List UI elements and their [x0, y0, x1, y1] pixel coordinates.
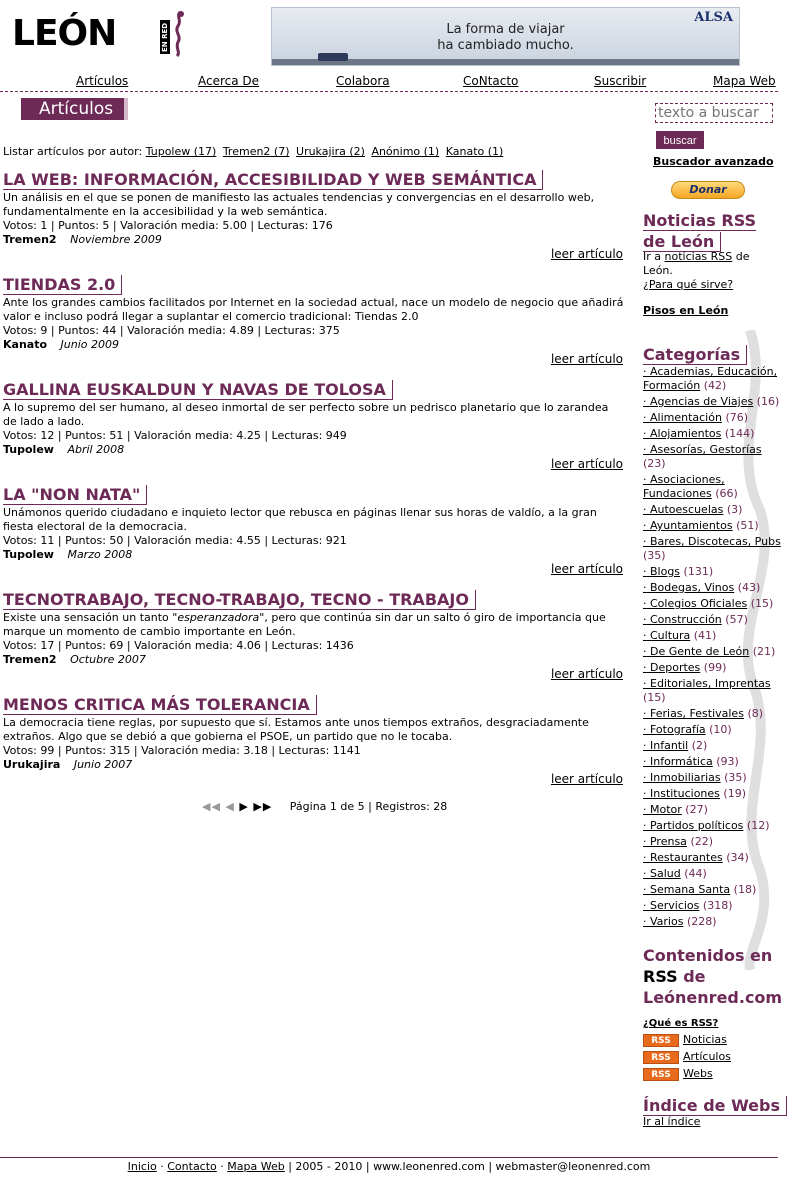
article-stats: Votos: 99 | Puntos: 315 | Valoración media: 3.18 | Lecturas: 1141 — [3, 744, 361, 757]
article-byline — [3, 233, 625, 247]
article-item — [3, 275, 625, 366]
article-author: Tupolew — [3, 443, 54, 456]
category-item — [643, 395, 783, 409]
article-byline — [3, 338, 625, 352]
category-count: (16) — [756, 395, 780, 408]
author-filter — [3, 145, 506, 158]
rss-icon: RSS — [643, 1068, 679, 1081]
nav-articulos[interactable]: Artículos — [76, 74, 129, 88]
prev-page-icon: ◀ — [225, 800, 235, 813]
article-summary: Ante los grandes cambios facilitados por Internet en la sociedad actual, nace un modelo de negocio que añadirá valor e incluso podrá llegar a suplantar el comercio tradicional: Tiendas 2.0 — [3, 296, 624, 323]
category-count: (27) — [685, 803, 708, 816]
category-item — [643, 867, 783, 881]
news-rss-heading — [643, 210, 783, 252]
search-input[interactable] — [655, 103, 773, 123]
news-rss-text — [643, 250, 763, 292]
web-index-heading — [643, 1095, 787, 1116]
category-count: (131) — [683, 565, 714, 578]
article-byline — [3, 653, 625, 667]
category-link[interactable]: · Instituciones — [643, 787, 720, 800]
footer-contacto-link[interactable]: Contacto — [167, 1160, 217, 1173]
what-is-rss-link[interactable]: ¿Qué es RSS? — [643, 1018, 719, 1029]
author-link[interactable]: Urukajira (2) — [296, 145, 365, 158]
category-link[interactable]: · De Gente de León — [643, 645, 750, 658]
category-count: (10) — [709, 723, 732, 736]
article-title[interactable]: LA "NON NATA" — [3, 485, 147, 505]
category-item — [643, 899, 783, 913]
article-stats: Votos: 11 | Puntos: 50 | Valoración media: 4.55 | Lecturas: 921 — [3, 534, 347, 547]
article-stats: Votos: 12 | Puntos: 51 | Valoración media: 4.25 | Lecturas: 949 — [3, 429, 347, 442]
category-list — [643, 365, 783, 931]
category-count: (66) — [715, 487, 738, 500]
category-count: (144) — [724, 427, 755, 440]
footer-inicio-link[interactable]: Inicio — [127, 1160, 157, 1173]
read-more-link[interactable]: leer artículo — [550, 667, 623, 681]
category-item — [643, 519, 783, 533]
article-summary: A lo supremo del ser humano, al deseo inmortal de ser perfecto sobre un pedrisco planetario que lo zarandea de lado a lado. — [3, 401, 609, 428]
rss-webs-link[interactable]: Webs — [683, 1067, 713, 1080]
mermaid-logo-icon — [172, 10, 186, 58]
category-link[interactable]: · Asociaciones, Fundaciones — [643, 473, 725, 500]
logo-tagline: EN RED — [160, 20, 170, 54]
category-link[interactable]: · Colegios Oficiales — [643, 597, 748, 610]
rss-noticias-row[interactable] — [643, 1033, 727, 1047]
news-rss-prefix: Ir a — [643, 250, 665, 263]
read-more-link[interactable]: leer artículo — [550, 352, 623, 366]
category-count: (318) — [702, 899, 733, 912]
contents-heading-line1: Contenidos en — [643, 946, 773, 965]
article-item — [3, 170, 625, 261]
read-more-link[interactable]: leer artículo — [550, 247, 623, 261]
article-title[interactable]: LA WEB: INFORMACIÓN, ACCESIBILIDAD Y WEB SEMÁNTICA — [3, 170, 543, 190]
category-count: (41) — [693, 629, 717, 642]
article-author: Tupolew — [3, 548, 54, 561]
category-item — [643, 803, 783, 817]
category-item — [643, 787, 783, 801]
article-summary: Un análisis en el que se ponen de manifiesto las actuales tendencias y convergencias en el desarrollo web, fundamentalmente en la accesibilidad y la web semántica. — [3, 191, 595, 218]
category-link[interactable]: · Infantil — [643, 739, 689, 752]
category-link[interactable]: · Restaurantes — [643, 851, 723, 864]
article-title[interactable]: MENOS CRITICA MÁS TOLERANCIA — [3, 695, 317, 715]
category-item — [643, 411, 783, 425]
contents-heading-rss: RSS — [643, 967, 678, 986]
category-count: (19) — [723, 787, 746, 800]
nav-suscribir[interactable]: Suscribir — [594, 74, 647, 88]
article-item — [3, 485, 625, 576]
article-stats: Votos: 17 | Puntos: 69 | Valoración media: 4.06 | Lecturas: 1436 — [3, 639, 354, 652]
article-author: Tremen2 — [3, 233, 57, 246]
footer-sep: · — [160, 1160, 164, 1173]
category-count: (34) — [726, 851, 749, 864]
news-rss-link[interactable]: noticias RSS — [664, 250, 733, 263]
banner-brand: ALSA — [694, 10, 733, 25]
category-item — [643, 883, 783, 897]
category-link[interactable]: · Bares, Discotecas, Pubs — [643, 535, 781, 548]
category-count: (228) — [686, 915, 717, 928]
category-link[interactable]: · Ayuntamientos — [643, 519, 733, 532]
article-summary: Unámonos querido ciudadano e inquieto lector que rebusca en páginas llenar sus horas de valdío, a la gran fiesta electoral de la democracia. — [3, 506, 597, 533]
site-logo[interactable] — [12, 8, 182, 58]
pager-arrows — [202, 800, 272, 813]
category-link[interactable]: · Prensa — [643, 835, 687, 848]
category-item — [643, 613, 783, 627]
category-item — [643, 819, 783, 833]
contents-heading-site: Leónenred.com — [643, 988, 783, 1007]
category-item — [643, 581, 783, 595]
article-stats: Votos: 1 | Puntos: 5 | Valoración media: 5.00 | Lecturas: 176 — [3, 219, 333, 232]
article-date: Marzo 2008 — [67, 548, 133, 561]
category-link[interactable]: · Motor — [643, 803, 682, 816]
article-item — [3, 380, 625, 471]
category-count: (76) — [725, 411, 749, 424]
category-link[interactable]: · Editoriales, Imprentas — [643, 677, 771, 690]
category-item — [643, 915, 783, 929]
category-item — [643, 427, 783, 441]
category-item — [643, 503, 783, 517]
category-link[interactable]: · Fotografía — [643, 723, 706, 736]
category-item — [643, 707, 783, 721]
category-count: (51) — [736, 519, 759, 532]
category-link[interactable]: · Partidos políticos — [643, 819, 744, 832]
rss-webs-row[interactable] — [643, 1067, 713, 1081]
category-count: (99) — [703, 661, 727, 674]
author-link[interactable]: Tupolew (17) — [145, 145, 217, 158]
footer-sep: · — [220, 1160, 224, 1173]
read-more-link[interactable]: leer artículo — [550, 562, 623, 576]
article-byline — [3, 548, 625, 562]
nav-contacto[interactable]: CoNtacto — [463, 74, 519, 88]
category-link[interactable]: · Blogs — [643, 565, 681, 578]
web-index-link[interactable]: Ir al índice — [643, 1115, 701, 1128]
category-link[interactable]: · Deportes — [643, 661, 701, 674]
footer-mapa-link[interactable]: Mapa Web — [227, 1160, 285, 1173]
category-item — [643, 473, 783, 501]
category-item — [643, 365, 783, 393]
nav-colabora[interactable]: Colabora — [336, 74, 390, 88]
category-count: (3) — [726, 503, 743, 516]
contents-heading-de: de — [677, 967, 706, 986]
nav-mapa-web[interactable]: Mapa Web — [713, 74, 776, 88]
category-item — [643, 597, 783, 611]
category-link[interactable]: · Bodegas, Vinos — [643, 581, 735, 594]
banner-line-2: ha cambiado mucho. — [437, 38, 574, 53]
bus-icon — [318, 53, 348, 61]
author-link[interactable]: Tremen2 (7) — [222, 145, 290, 158]
article-stats: Votos: 9 | Puntos: 44 | Valoración media: 4.89 | Lecturas: 375 — [3, 324, 340, 337]
category-item — [643, 771, 783, 785]
section-title: Artículos — [21, 98, 128, 120]
category-link[interactable]: · Cultura — [643, 629, 691, 642]
category-count: (35) — [643, 549, 666, 562]
category-count: (35) — [724, 771, 747, 784]
main-nav — [0, 72, 778, 92]
read-more-link[interactable]: leer artículo — [550, 772, 623, 786]
news-rss-heading-text: Noticias RSS de León — [643, 211, 757, 251]
category-link[interactable]: · Inmobiliarias — [643, 771, 721, 784]
article-summary-emphasis: "esperanzadora" — [172, 611, 265, 624]
search-button[interactable]: buscar — [656, 131, 704, 149]
read-more-link[interactable]: leer artículo — [550, 457, 623, 471]
category-link[interactable]: · Semana Santa — [643, 883, 731, 896]
category-count: (23) — [643, 457, 666, 470]
rss-icon: RSS — [643, 1034, 679, 1047]
what-for-link[interactable]: ¿Para qué sirve? — [643, 278, 734, 291]
category-count: (93) — [716, 755, 739, 768]
article-summary-text: Existe una sensación un tanto — [3, 611, 173, 624]
contents-rss-heading — [643, 945, 793, 1008]
category-link[interactable]: · Varios — [643, 915, 684, 928]
news-rss-suffix: de León. — [643, 250, 750, 277]
category-count: (42) — [703, 379, 727, 392]
footer-info: | 2005 - 2010 | www.leonenred.com | webmaster@leonenred.com — [284, 1160, 651, 1173]
category-link[interactable]: · Alimentación — [643, 411, 722, 424]
pager-status: Página 1 de 5 | Registros: 28 — [289, 800, 448, 813]
category-item — [643, 851, 783, 865]
article-date: Octubre 2007 — [70, 653, 146, 666]
category-item — [643, 677, 783, 705]
category-count: (44) — [684, 867, 707, 880]
category-item — [643, 565, 783, 579]
web-index-heading-text: Índice de Webs — [643, 1096, 787, 1116]
article-title[interactable]: GALLINA EUSKALDUN Y NAVAS DE TOLOSA — [3, 380, 393, 400]
article-item — [3, 590, 625, 681]
article-date: Noviembre 2009 — [70, 233, 162, 246]
category-link[interactable]: · Academias, Educación, Formación — [643, 365, 778, 392]
category-link[interactable]: · Asesorías, Gestorías — [643, 443, 762, 456]
category-count: (18) — [733, 883, 757, 896]
categories-heading-text: Categorías — [643, 345, 747, 365]
category-count: (15) — [643, 691, 666, 704]
article-date: Abril 2008 — [67, 443, 125, 456]
nav-acerca-de[interactable]: Acerca De — [198, 74, 260, 88]
category-count: (12) — [746, 819, 770, 832]
category-count: (57) — [725, 613, 748, 626]
category-item — [643, 835, 783, 849]
category-link[interactable]: · Ferias, Festivales — [643, 707, 744, 720]
category-item — [643, 443, 783, 471]
article-item — [3, 695, 625, 786]
category-link[interactable]: · Servicios — [643, 899, 700, 912]
rss-noticias-link[interactable]: Noticias — [683, 1033, 727, 1046]
first-page-icon: ◀◀ — [202, 800, 221, 813]
pagination — [202, 800, 447, 813]
article-byline — [3, 443, 625, 457]
article-summary — [3, 611, 625, 639]
categories-heading — [643, 344, 747, 365]
article-author: Kanato — [3, 338, 48, 351]
article-title[interactable]: TIENDAS 2.0 — [3, 275, 122, 295]
last-page-icon[interactable]: ▶▶ — [253, 800, 273, 813]
category-count: (2) — [691, 739, 708, 752]
article-byline — [3, 758, 625, 772]
article-date: Junio 2009 — [60, 338, 119, 351]
article-date: Junio 2007 — [73, 758, 133, 771]
author-link[interactable]: Anónimo (1) — [371, 145, 440, 158]
author-link[interactable]: Kanato (1) — [445, 145, 504, 158]
pisos-link[interactable]: Pisos en León — [643, 304, 729, 317]
category-link[interactable]: · Construcción — [643, 613, 722, 626]
category-link[interactable]: · Informática — [643, 755, 713, 768]
article-author: Tremen2 — [3, 653, 57, 666]
advanced-search-link[interactable]: Buscador avanzado — [653, 155, 774, 168]
donate-button[interactable]: Donar — [671, 181, 745, 199]
category-link[interactable]: · Autoescuelas — [643, 503, 724, 516]
category-count: (21) — [752, 645, 776, 658]
category-item — [643, 661, 783, 675]
rss-articulos-link[interactable]: Artículos — [683, 1050, 731, 1063]
ad-banner[interactable] — [271, 7, 740, 66]
category-link[interactable]: · Salud — [643, 867, 681, 880]
category-item — [643, 755, 783, 769]
category-link[interactable]: · Alojamientos — [643, 427, 722, 440]
logo-wordmark: LEÓN — [12, 13, 117, 54]
next-page-icon[interactable]: ▶ — [239, 800, 249, 813]
rss-articulos-row[interactable] — [643, 1050, 731, 1064]
category-item — [643, 535, 783, 563]
article-summary-text: , pero que continúa sin dar un salto ó giro de importancia que marque un momento de cambio importante en León. — [3, 611, 606, 638]
rss-icon: RSS — [643, 1051, 679, 1064]
category-item — [643, 629, 783, 643]
category-item — [643, 723, 783, 737]
category-count: (22) — [690, 835, 714, 848]
footer-divider — [0, 1157, 778, 1158]
category-count: (15) — [750, 597, 774, 610]
category-count: (43) — [737, 581, 761, 594]
category-link[interactable]: · Agencias de Viajes — [643, 395, 754, 408]
author-filter-label: Listar artículos por autor: — [3, 145, 143, 158]
article-summary: La democracia tiene reglas, por supuesto que sí. Estamos ante unos tiempos extraños, desgraciadamente extraños. Algo que se debió a que gobierna el PSOE, un partido que no le tocaba. — [3, 716, 589, 743]
article-author: Urukajira — [3, 758, 61, 771]
banner-line-1: La forma de viajar — [446, 22, 565, 37]
category-item — [643, 645, 783, 659]
article-title[interactable]: TECNOTRABAJO, TECNO-TRABAJO, TECNO - TRABAJO — [3, 590, 476, 610]
category-item — [643, 739, 783, 753]
footer — [0, 1160, 778, 1173]
category-count: (8) — [747, 707, 764, 720]
